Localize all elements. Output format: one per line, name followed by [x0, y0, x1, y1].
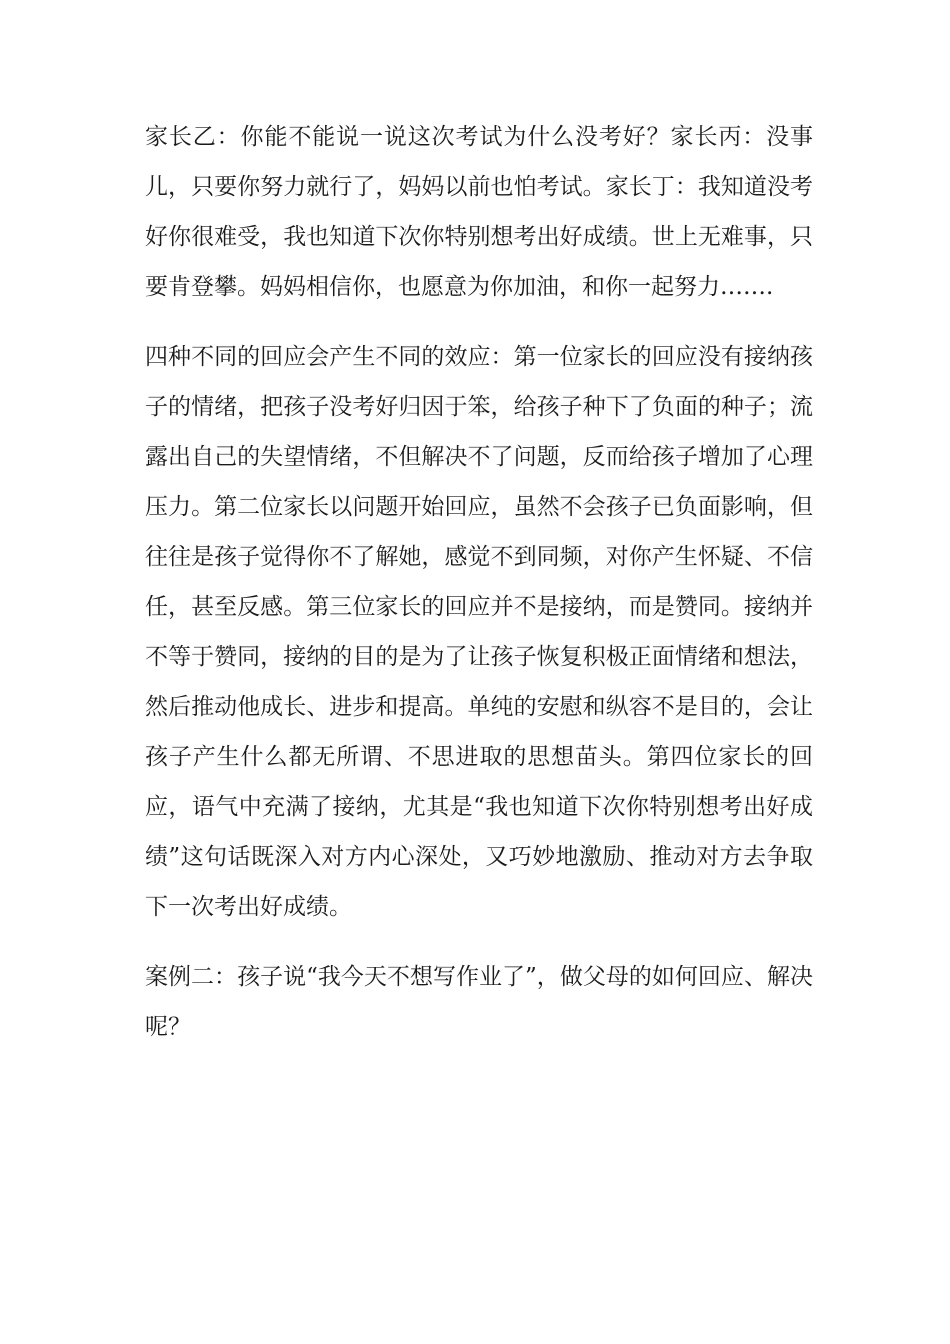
paragraph-case-one-parent-responses: 家长乙：你能不能说一说这次考试为什么没考好？家长丙：没事儿，只要你努力就行了，妈妈以前也怕考试。家长丁：我知道没考好你很难受，我也知道下次你特别想考出好成绩。世上无难事，只要肯登攀。妈妈相信你，也愿意为你加油，和你一起努力……. [145, 124, 813, 300]
paragraph-response-analysis: 四种不同的回应会产生不同的效应：第一位家长的回应没有接纳孩子的情绪，把孩子没考好归因于笨，给孩子种下了负面的种子；流露出自己的失望情绪，不但解决不了问题，反而给孩子增加了心理压力。第二位家长以问题开始回应，虽然不会孩子已负面影响，但往往是孩子觉得你不了解她，感觉不到同频，对你产生怀疑、不信任，甚至反感。第三位家长的回应并不是接纳，而是赞同。接纳并不等于赞同，接纳的目的是为了让孩子恢复积极正面情绪和想法，然后推动他成长、进步和提高。单纯的安慰和纵容不是目的，会让孩子产生什么都无所谓、不思进取的思想苗头。第四位家长的回应，语气中充满了接纳，尤其是“我也知道下次你特别想考出好成绩”这句话既深入对方内心深处，又巧妙地激励、推动对方去争取下一次考出好成绩。 [145, 344, 813, 920]
document-body [145, 112, 813, 1052]
paragraph-case-two-question: 案例二：孩子说“我今天不想写作业了”，做父母的如何回应、解决呢？ [145, 964, 813, 1040]
